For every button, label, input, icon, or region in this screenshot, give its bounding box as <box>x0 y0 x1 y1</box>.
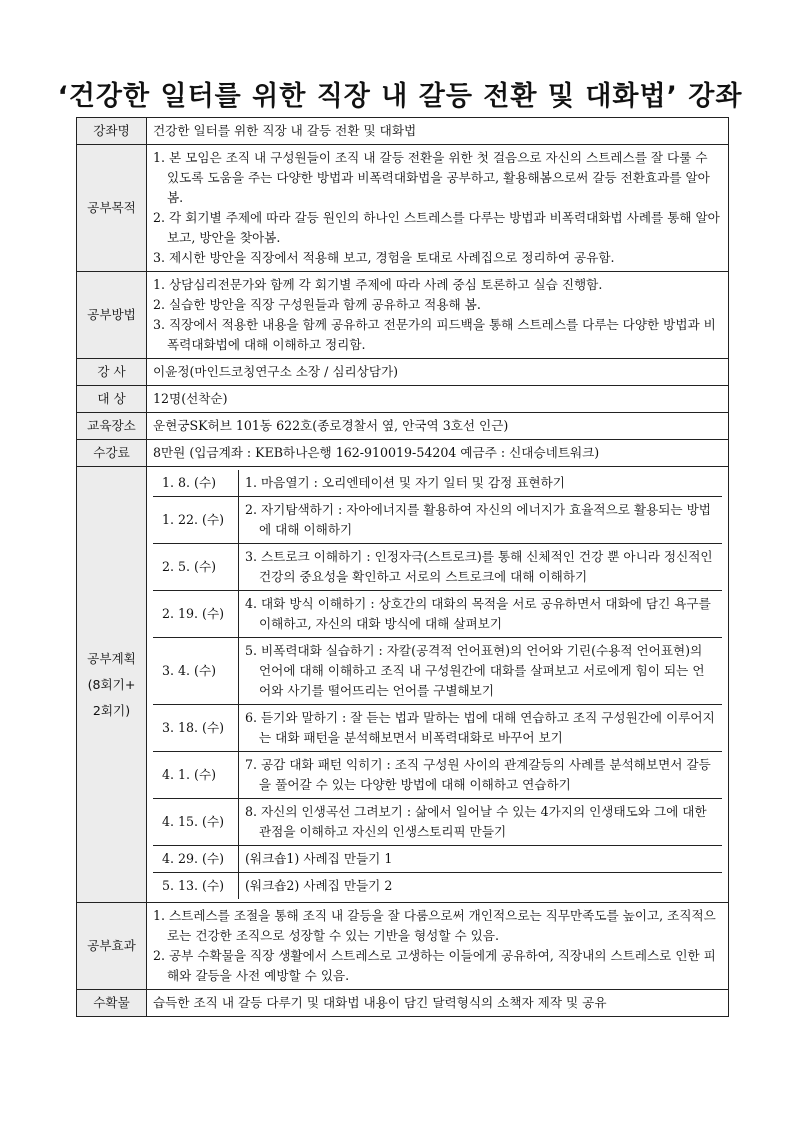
instructor-value: 이윤정(마인드코칭연구소 소장 / 심리상담가) <box>147 359 729 386</box>
schedule-row <box>153 873 722 900</box>
effect-item: 2. 공부 수확물을 직장 생활에서 스트레스로 고생하는 이들에게 공유하여, 직장내의 스트레스로 인한 피해와 갈등을 사전 예방할 수 있음. <box>153 948 716 983</box>
effect-row <box>77 903 729 990</box>
session-topic-text: 4. 대화 방식 이해하기 : 상호간의 대화의 목적을 서로 공유하면서 대화에 담긴 욕구를 이해하고, 자신의 대화 방식에 대해 살펴보기 <box>245 596 711 631</box>
effect-label: 공부효과 <box>77 903 147 990</box>
session-topic-text: 7. 공감 대화 패턴 익히기 : 조직 구성원 사이의 관계갈등의 사례를 분석해보면서 갈등을 풀어갈 수 있는 다양한 방법에 대해 이해하고 연습하기 <box>245 757 711 792</box>
schedule-row <box>153 544 722 591</box>
session-topic-text: 2. 자기탐색하기 : 자아에너지를 활용하여 자신의 에너지가 효율적으로 활용되는 방법에 대해 이해하기 <box>245 502 711 537</box>
method-value <box>147 272 729 359</box>
target-value: 12명(선착순) <box>147 386 729 413</box>
schedule-row <box>153 638 722 705</box>
session-topic <box>239 752 723 799</box>
course-row <box>77 118 729 145</box>
target-row <box>77 386 729 413</box>
session-date: 4. 29. (수) <box>153 846 239 873</box>
purpose-item: 1. 본 모임은 조직 내 구성원들이 조직 내 갈등 전환을 위한 첫 걸음으로 자신의 스트레스를 잘 다룰 수 있도록 도움을 주는 다양한 방법과 비폭력대화법을 공부하고, 활용해봄으로써 갈등 전환효과를 알아봄. <box>153 150 710 205</box>
session-topic <box>239 638 723 705</box>
session-topic: (워크숍1) 사례집 만들기 1 <box>239 846 723 873</box>
session-topic-text: 3. 스트로크 이해하기 : 인정자극(스트로크)를 통해 신체적인 건강 뿐 아니라 정신적인 건강의 중요성을 확인하고 서로의 스트로크에 대해 이해하기 <box>245 549 713 584</box>
purpose-value <box>147 145 729 272</box>
method-row <box>77 272 729 359</box>
schedule-row <box>153 846 722 873</box>
session-topic: (워크숍2) 사례집 만들기 2 <box>245 878 393 893</box>
schedule-table <box>153 470 722 899</box>
effect-value <box>147 903 729 990</box>
session-topic-text: 6. 듣기와 말하기 : 잘 듣는 법과 말하는 법에 대해 연습하고 조직 구성원간에 이루어지는 대화 패턴을 분석해보면서 비폭력대화로 바꾸어 보기 <box>245 710 715 745</box>
session-date: 1. 22. (수) <box>153 497 239 544</box>
session-topic <box>239 497 723 544</box>
plan-row <box>77 467 729 903</box>
course-label: 강좌명 <box>77 118 147 145</box>
session-topic-text: 8. 자신의 인생곡선 그려보기 : 삶에서 일어날 수 있는 4가지의 인생태도와 그에 대한 관점을 이해하고 자신의 인생스토리픽 만들기 <box>245 804 707 839</box>
session-date: 4. 1. (수) <box>153 752 239 799</box>
method-label: 공부방법 <box>77 272 147 359</box>
method-item: 1. 상담심리전문가와 함께 각 회기별 주제에 따라 사례 중심 토론하고 실습 진행함. <box>153 277 603 292</box>
session-topic <box>239 591 723 638</box>
effect-item: 1. 스트레스를 조절을 통해 조직 내 갈등을 잘 다룸으로써 개인적으로는 직무만족도를 높이고, 조직적으로는 건강한 조직으로 성장할 수 있는 기반을 형성할 수 있음. <box>153 908 716 943</box>
method-item: 2. 실습한 방안을 직장 구성원들과 함께 공유하고 적용해 봄. <box>153 297 481 312</box>
output-label: 수확물 <box>77 990 147 1017</box>
purpose-label: 공부목적 <box>77 145 147 272</box>
output-value: 습득한 조직 내 갈등 다루기 및 대화법 내용이 담긴 달력형식의 소책자 제작 및 공유 <box>147 990 729 1017</box>
session-date: 1. 8. (수) <box>153 470 239 497</box>
schedule-row <box>153 799 722 846</box>
session-topic <box>239 705 723 752</box>
purpose-row <box>77 145 729 272</box>
fee-label: 수강료 <box>77 440 147 467</box>
session-topic-text: 5. 비폭력대화 실습하기 : 자칼(공격적 언어표현)의 언어와 기린(수용적 언어표현)의 언어에 대해 이해하고 조직 내 구성원간에 대화를 살펴보고 서로에게 힘이 되는 언어와 사기를 떨어뜨리는 언어를 구별해보기 <box>245 643 705 698</box>
course-value: 건강한 일터를 위한 직장 내 갈등 전환 및 대화법 <box>147 118 729 145</box>
session-topic <box>239 544 723 591</box>
session-date: 2. 5. (수) <box>153 544 239 591</box>
target-label: 대 상 <box>77 386 147 413</box>
schedule-row <box>153 497 722 544</box>
purpose-item: 2. 각 회기별 주제에 따라 갈등 원인의 하나인 스트레스를 다루는 방법과 비폭력대화법 사례를 통해 알아보고, 방안을 찾아봄. <box>153 210 720 245</box>
session-date: 3. 18. (수) <box>153 705 239 752</box>
session-topic <box>239 470 723 497</box>
output-row <box>77 990 729 1017</box>
session-topic <box>239 799 723 846</box>
plan-label: 공부계획 (8회기+ 2회기) <box>77 467 147 903</box>
plan-schedule <box>147 467 729 903</box>
fee-value: 8만원 (입금계좌 : KEB하나은행 162-910019-54204 예금주 : 신대승네트워크) <box>147 440 729 467</box>
venue-label: 교육장소 <box>77 413 147 440</box>
session-date: 4. 15. (수) <box>153 799 239 846</box>
fee-row <box>77 440 729 467</box>
venue-row <box>77 413 729 440</box>
venue-value: 운현궁SK허브 101동 622호(종로경찰서 옆, 안국역 3호선 인근) <box>147 413 729 440</box>
instructor-label: 강 사 <box>77 359 147 386</box>
course-info-table <box>76 117 729 1017</box>
document-title: ‘건강한 일터를 위한 직장 내 갈등 전환 및 대화법’ 강좌 <box>57 81 743 112</box>
session-topic-text: 1. 마음열기 : 오리엔테이션 및 자기 일터 및 감정 표현하기 <box>245 475 565 490</box>
instructor-row <box>77 359 729 386</box>
schedule-row <box>153 470 722 497</box>
session-date: 3. 4. (수) <box>153 638 239 705</box>
purpose-item: 3. 제시한 방안을 직장에서 적용해 보고, 경험을 토대로 사례집으로 정리하여 공유함. <box>153 250 615 265</box>
method-item: 3. 직장에서 적용한 내용을 함께 공유하고 전문가의 피드백을 통해 스트레스를 다루는 다양한 방법과 비폭력대화법에 대해 이해하고 정리함. <box>153 317 716 352</box>
session-date: 5. 13. (수) <box>153 873 239 900</box>
session-date: 2. 19. (수) <box>153 591 239 638</box>
schedule-row <box>153 752 722 799</box>
schedule-row <box>153 705 722 752</box>
schedule-row <box>153 591 722 638</box>
